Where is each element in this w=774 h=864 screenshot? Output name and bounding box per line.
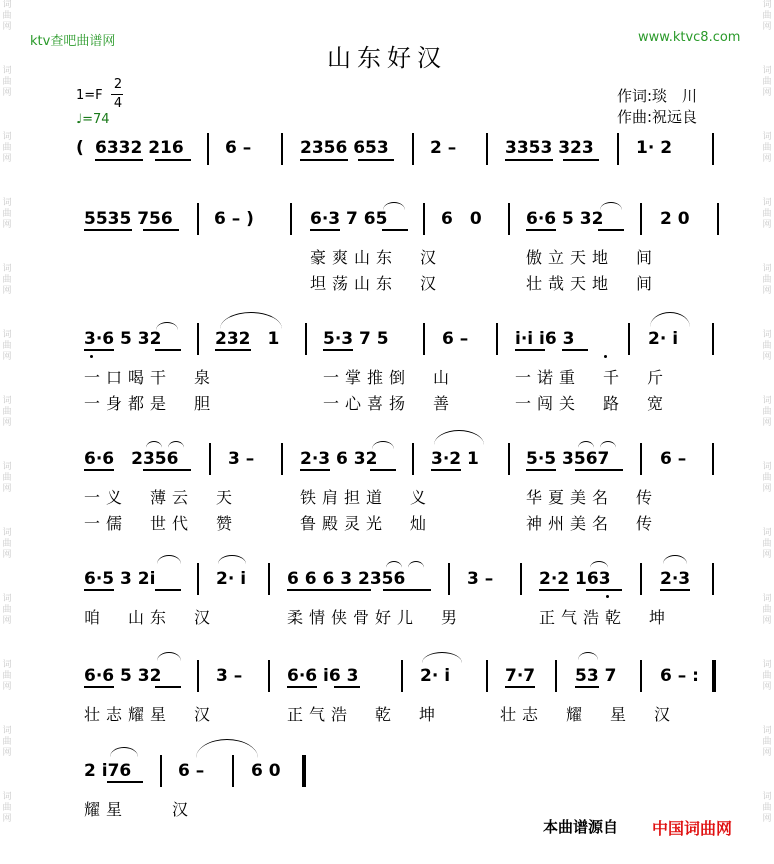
measure: 7·7 — [505, 666, 536, 686]
repeat-barline — [712, 660, 716, 692]
beam — [526, 469, 556, 471]
measure: 6 6 6 3 2356 — [287, 569, 406, 589]
measure: 5·5 3567 — [526, 449, 610, 469]
barline — [412, 133, 414, 165]
site-link-right[interactable]: www.ktvc8.com — [638, 30, 741, 45]
beam — [526, 229, 556, 231]
slur — [663, 555, 687, 564]
beam — [660, 589, 690, 591]
measure: 6·5 3 2i — [84, 569, 156, 589]
barline — [268, 660, 270, 692]
beam — [155, 686, 181, 688]
source-label: 本曲谱源自 — [543, 818, 619, 836]
beam — [575, 469, 623, 471]
beam — [155, 159, 191, 161]
beam — [215, 349, 251, 351]
beam — [84, 589, 114, 591]
barline — [423, 323, 425, 355]
final-barline — [302, 755, 306, 787]
barline — [160, 755, 162, 787]
lyric-line-1: 铁肩担道 义 — [300, 488, 433, 507]
slur — [157, 555, 181, 564]
slur — [434, 430, 484, 445]
measure: 2·3 — [660, 569, 691, 589]
beam — [575, 686, 599, 688]
time-signature-top: 2 — [113, 77, 123, 92]
source-site-link[interactable]: 中国词曲网 — [652, 819, 733, 838]
lyric-line-1: 正气浩乾 坤 — [539, 608, 672, 627]
song-title: 山东好汉 — [327, 44, 447, 72]
measure: 3·2 1 — [431, 449, 479, 469]
barline — [486, 660, 488, 692]
barline — [508, 203, 510, 235]
beam — [300, 469, 330, 471]
lyric-line-1: 壮志耀星 汉 — [84, 705, 217, 724]
slur — [110, 747, 138, 757]
measure: 2356 653 — [300, 138, 389, 158]
beam — [300, 159, 348, 161]
measure: 6 0 — [441, 209, 482, 229]
beam — [155, 589, 181, 591]
beam — [95, 159, 143, 161]
slur — [590, 561, 608, 568]
low-octave-dot — [90, 355, 93, 358]
low-octave-dot — [606, 595, 609, 598]
measure: 6·6 5 32 — [84, 666, 162, 686]
slur — [386, 561, 402, 568]
barline — [232, 755, 234, 787]
measure: ( — [76, 138, 84, 158]
lyric-line-1: 一掌推倒 山 — [323, 368, 456, 387]
barline — [496, 323, 498, 355]
lyric-line-2: 壮哉天地 间 — [526, 274, 659, 293]
beam — [334, 686, 360, 688]
slur — [157, 652, 181, 661]
barline — [640, 203, 642, 235]
beam — [107, 781, 143, 783]
beam — [505, 686, 535, 688]
barline — [401, 660, 403, 692]
measure: 2· i — [216, 569, 247, 589]
slur — [408, 561, 424, 568]
barline — [197, 563, 199, 595]
beam — [84, 469, 114, 471]
barline — [712, 443, 714, 475]
barline — [197, 203, 199, 235]
barline — [197, 323, 199, 355]
barline — [412, 443, 414, 475]
beam — [310, 229, 340, 231]
slur — [218, 555, 246, 564]
tempo-mark: ♩=74 — [76, 112, 110, 127]
barline — [281, 133, 283, 165]
barline — [305, 323, 307, 355]
slur — [578, 652, 598, 660]
measure: 5·3 7 5 — [323, 329, 389, 349]
measure: 6·6 5 32 — [526, 209, 604, 229]
measure: 2 – — [430, 138, 457, 158]
barline — [268, 563, 270, 595]
measure: 6 – — [178, 761, 205, 781]
beam — [370, 469, 396, 471]
measure: 3 – — [228, 449, 255, 469]
beam — [562, 349, 588, 351]
barline — [508, 443, 510, 475]
measure: 6 – — [225, 138, 252, 158]
lyric-line-1: 正气浩 乾 坤 — [287, 705, 442, 724]
barline — [712, 323, 714, 355]
barline — [712, 563, 714, 595]
beam — [84, 349, 114, 351]
barline — [448, 563, 450, 595]
time-signature-bottom: 4 — [113, 96, 123, 111]
slur — [372, 441, 394, 449]
lyric-line-1: 一诺重 千 斤 — [515, 368, 670, 387]
barline — [520, 563, 522, 595]
measure: 6 – — [660, 449, 687, 469]
beam — [383, 589, 431, 591]
beam — [431, 469, 461, 471]
lyric-line-2: 一闯关 路 宽 — [515, 394, 670, 413]
barline — [555, 660, 557, 692]
watermark-right: 词曲网 词曲网 词曲网 词曲网 词曲网 词曲网 词曲网 词曲网 词曲网 词曲网 词曲网 词曲网 词曲网 — [762, 0, 772, 824]
slur — [650, 312, 690, 327]
barline — [712, 133, 714, 165]
beam — [155, 349, 181, 351]
barline — [640, 443, 642, 475]
lyric-line-1: 傲立天地 间 — [526, 248, 659, 267]
barline — [207, 133, 209, 165]
measure: 3·6 5 32 — [84, 329, 162, 349]
time-signature-line — [111, 94, 123, 95]
barline — [640, 563, 642, 595]
lyric-line-2: 一心喜扬 善 — [323, 394, 456, 413]
measure: 6 – ) — [214, 209, 254, 229]
beam — [539, 589, 569, 591]
lyric-line-2: 一儒 世代 赞 — [84, 514, 239, 533]
lyric-line-1: 耀星 汉 — [84, 800, 195, 819]
low-octave-dot — [604, 355, 607, 358]
lyric-line-2: 一身都是 胆 — [84, 394, 217, 413]
lyric-line-2: 神州美名 传 — [526, 514, 659, 533]
measure: 6·6 2356 — [84, 449, 179, 469]
beam — [287, 686, 317, 688]
beam — [143, 469, 191, 471]
measure: 6 – — [442, 329, 469, 349]
slur — [196, 739, 258, 758]
lyric-line-1: 咱 山东 汉 — [84, 608, 217, 627]
beam — [358, 159, 394, 161]
slur — [578, 441, 594, 448]
barline — [290, 203, 292, 235]
measure: 1· 2 — [636, 138, 673, 158]
slur — [156, 322, 178, 330]
measure: 232 1 — [215, 329, 280, 349]
watermark-left: 词曲网 词曲网 词曲网 词曲网 词曲网 词曲网 词曲网 词曲网 词曲网 词曲网 词曲网 词曲网 词曲网 — [2, 0, 12, 824]
slur — [146, 441, 162, 448]
lyric-line-1: 华夏美名 传 — [526, 488, 659, 507]
key-signature: 1=F — [76, 88, 103, 103]
measure: 5535 756 — [84, 209, 173, 229]
beam — [505, 159, 553, 161]
measure: 3 – — [467, 569, 494, 589]
barline — [717, 203, 719, 235]
measure: 2·2 163 — [539, 569, 611, 589]
beam — [598, 229, 624, 231]
beam — [382, 229, 408, 231]
measure: 2·3 6 32 — [300, 449, 378, 469]
lyric-line-1: 一义 薄云 天 — [84, 488, 239, 507]
slur — [168, 441, 184, 448]
measure: 6332 216 — [95, 138, 184, 158]
measure: 2 i76 — [84, 761, 132, 781]
measure: 2· i — [420, 666, 451, 686]
barline — [423, 203, 425, 235]
measure: 6·6 i6 3 — [287, 666, 359, 686]
lyricist: 作词:琰 川 — [617, 87, 698, 105]
slur — [600, 441, 616, 448]
measure: 6 0 — [251, 761, 281, 781]
beam — [287, 589, 371, 591]
beam — [84, 686, 114, 688]
barline — [486, 133, 488, 165]
measure: 3 – — [216, 666, 243, 686]
measure: i·i i6 3 — [515, 329, 575, 349]
measure: 2· i — [648, 329, 679, 349]
slur — [383, 202, 405, 210]
credits — [617, 86, 697, 128]
lyric-line-1: 壮志 耀 星 汉 — [500, 705, 677, 724]
measure: 53 7 — [575, 666, 617, 686]
lyric-line-2: 坦荡山东 汉 — [310, 274, 443, 293]
measure: 6·3 7 65 — [310, 209, 388, 229]
measure: 6 – : — [660, 666, 699, 686]
beam — [586, 589, 622, 591]
lyric-line-1: 一口喝干 泉 — [84, 368, 217, 387]
beam — [84, 229, 132, 231]
beam — [323, 349, 353, 351]
lyric-line-1: 豪爽山东 汉 — [310, 248, 443, 267]
lyric-line-2: 鲁殿灵光 灿 — [300, 514, 433, 533]
barline — [640, 660, 642, 692]
barline — [197, 660, 199, 692]
beam — [515, 349, 545, 351]
measure: 3353 323 — [505, 138, 594, 158]
measure: 2 0 — [660, 209, 690, 229]
beam — [143, 229, 179, 231]
barline — [209, 443, 211, 475]
slur — [422, 652, 462, 663]
barline — [617, 133, 619, 165]
slur — [600, 202, 622, 210]
slur — [220, 312, 282, 329]
barline — [281, 443, 283, 475]
barline — [628, 323, 630, 355]
beam — [563, 159, 599, 161]
lyric-line-1: 柔情侠骨好儿 男 — [287, 608, 464, 627]
site-link-left[interactable]: ktv查吧曲谱网 — [30, 34, 116, 49]
composer: 作曲:祝远良 — [617, 108, 698, 126]
